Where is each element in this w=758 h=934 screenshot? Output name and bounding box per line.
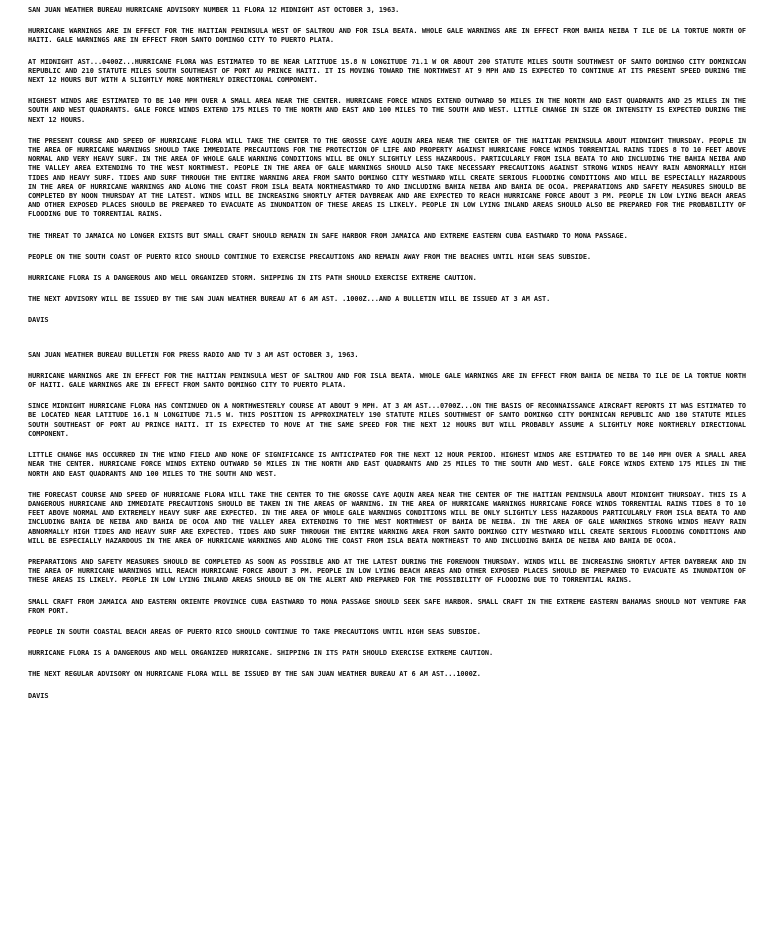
advisory-paragraph: THE NEXT ADVISORY WILL BE ISSUED BY THE SAN JUAN WEATHER BUREAU AT 6 AM AST. .1000Z...AND A BULLETIN WILL BE ISSUED AT 3 AM AST.: [28, 295, 551, 304]
section-divider: [28, 326, 746, 351]
advisory-paragraph: THE PRESENT COURSE AND SPEED OF HURRICANE FLORA WILL TAKE THE CENTER TO THE GROSSE CAYE AQUIN AREA NEAR THE CENTER OF THE HAITIAN PENINSULA ABOUT MIDNIGHT THURSDAY. PEOPLE IN THE AREA OF HURRICANE WARNINGS SHOULD TAKE IMMEDIATE PRECAUTIONS FOR THE PROTECTION OF LIFE AND PROPERTY AGAINST HURRICANE FORCE WINDS TORRENTIAL RAINS TIDES 8 TO 10 FEET ABOVE NORMAL AND VERY HEAVY SURF. IN THE AREA OF WHOLE GALE WARNING CONDITIONS WILL BE ONLY SLIGHTLY LESS HAZARDOUS. PARTICULARLY FROM ISLA BEATA TO AND INCLUDING THE BAHIA NEIBA AND THE VALLEY AREA EXTENDING TO THE WEST NORTHWEST. PEOPLE IN THE AREA OF GALE WARNINGS SHOULD ALSO TAKE NECESSARY PRECAUTIONS AGAINST STRONG WINDS HEAVY RAIN ABNORMALLY HIGH TIDES AND HEAVY SURF. TIDES AND SURF THROUGH THE ENTIRE WARNING AREA FROM SANTO DOMINGO CITY WESTWARD WILL CREATE SERIOUS FLOODING CONDITIONS AND WILL BE ESPECIALLY HAZARDOUS IN THE AREA OF HURRICANE WARNINGS AND ALONG THE COAST FROM ISLA BEATA NORTHEASTWARD TO AND INCLUDING BAHIA NEIBA AND BAHIA DE OCOA. PREPARATIONS AND SAFETY MEASURES SHOULD BE COMPLETED BY NOON THURSDAY AT THE LATEST. WINDS WILL BE INCREASING SHORTLY AFTER DAYBREAK AND ARE EXPECTED TO REACH HURRICANE FORCE ABOUT 3 PM. PEOPLE IN LOW LYING BEACH AREAS AND OTHER EXPOSED PLACES SHOULD BE PREPARED TO EVACUATE AS INUNDATION OF THESE AREAS IS LIKELY. PEOPLE IN LOW LYING INLAND AREAS SHOULD ALSO BE PREPARED FOR THE PROBABILITY OF FLOODING DUE TO TORRENTIAL RAINS.: [28, 136, 746, 219]
advisory-paragraph: THE THREAT TO JAMAICA NO LONGER EXISTS BUT SMALL CRAFT SHOULD REMAIN IN SAFE HARBOR FROM JAMAICA AND EXTREME EASTERN CUBA EASTWARD TO MONA PASSAGE.: [28, 231, 628, 240]
bulletin-paragraph: THE NEXT REGULAR ADVISORY ON HURRICANE FLORA WILL BE ISSUED BY THE SAN JUAN WEATHER BUREAU AT 6 AM AST...1000Z.: [28, 670, 481, 679]
advisory-heading: SAN JUAN WEATHER BUREAU HURRICANE ADVISORY NUMBER 11 FLORA 12 MIDNIGHT AST OCTOBER 3, 1963.: [28, 6, 400, 14]
advisory-section: [28, 6, 746, 326]
bulletin-paragraph: SMALL CRAFT FROM JAMAICA AND EASTERN ORIENTE PROVINCE CUBA EASTWARD TO MONA PASSAGE SHOULD SEEK SAFE HARBOR. SMALL CRAFT IN THE EXTREME EASTERN BAHAMAS SHOULD NOT VENTURE FAR FROM PORT.: [28, 597, 746, 615]
advisory-paragraph: HURRICANE FLORA IS A DANGEROUS AND WELL ORGANIZED STORM. SHIPPING IN ITS PATH SHOULD EXERCISE EXTREME CAUTION.: [28, 274, 477, 283]
bulletin-paragraph: PREPARATIONS AND SAFETY MEASURES SHOULD BE COMPLETED AS SOON AS POSSIBLE AND AT THE LATEST DURING THE FORENOON THURSDAY. WINDS WILL BE INCREASING SHORTLY AFTER DAYBREAK AND IN THE AREA OF HURRICANE WARNINGS WILL REACH HURRICANE FORCE ABOUT 3 PM. PEOPLE IN LOW LYING BEACH AREAS AND OTHER EXPOSED PLACES SHOULD BE PREPARED TO EVACUATE AS INUNDATION OF THESE AREAS IS LIKELY. PEOPLE IN LOW LYING INLAND AREAS SHOULD BE ON THE ALERT AND PREPARED FOR THE POSSIBILITY OF FLOODING DUE TO TORRENTIAL RAINS.: [28, 557, 746, 585]
advisory-signature: DAVIS: [28, 316, 49, 325]
advisory-paragraph: AT MIDNIGHT AST...0400Z...HURRICANE FLORA WAS ESTIMATED TO BE NEAR LATITUDE 15.8 N LONGITUDE 71.1 W OR ABOUT 200 STATUTE MILES SOUTH SOUTHWEST OF SANTO DOMINGO CITY DOMINICAN REPUBLIC AND 210 STATUTE MILES SOUTH SOUTHEAST OF PORT AU PRINCE HAITI. IT IS MOVING TOWARD THE NORTHWEST AT 9 MPH AND IS EXPECTED TO CONTINUE AT ITS PRESENT SPEED DURING THE NEXT 12 HOURS BUT WITH A SLIGHTLY MORE NORTHERLY DIRECTIONAL COMPONENT.: [28, 57, 746, 85]
bulletin-heading: SAN JUAN WEATHER BUREAU BULLETIN FOR PRESS RADIO AND TV 3 AM AST OCTOBER 3, 1963.: [28, 350, 359, 359]
bulletin-paragraph: LITTLE CHANGE HAS OCCURRED IN THE WIND FIELD AND NONE OF SIGNIFICANCE IS ANTICIPATED FOR THE NEXT 12 HOUR PERIOD. HIGHEST WINDS ARE ESTIMATED TO BE 140 MPH OVER A SMALL AREA NEAR THE CENTER. HURRICANE FORCE WINDS EXTEND OUTWARD 50 MILES IN THE NORTH AND EAST QUADRANTS AND 25 MILES TO THE SOUTH AND WEST. GALE FORCE WINDS EXTEND 175 MILES IN THE NORTH AND EAST QUADRANTS AND 100 MILES TO THE SOUTH AND WEST.: [28, 451, 746, 478]
advisory-paragraph: PEOPLE ON THE SOUTH COAST OF PUERTO RICO SHOULD CONTINUE TO EXERCISE PRECAUTIONS AND REMAIN AWAY FROM THE BEACHES UNTIL HIGH SEAS SUBSIDE.: [28, 252, 591, 261]
bulletin-paragraph: THE FORECAST COURSE AND SPEED OF HURRICANE FLORA WILL TAKE THE CENTER TO THE GROSSE CAYE AQUIN AREA NEAR THE CENTER OF THE HAITIAN PENINSULA ABOUT MIDNIGHT THURSDAY. THIS IS A DANGEROUS HURRICANE AND IMMEDIATE PRECAUTIONS SHOULD BE TAKEN IN THE AREAS OF WARNING. IN THE AREA OF HURRICANE WARNINGS HURRICANE FORCE WINDS TORRENTIAL RAINS TIDES 8 TO 10 FEET ABOVE NORMAL AND EXTREMELY HEAVY SURF ARE EXPECTED. IN THE AREA OF WHOLE GALE WARNINGS CONDITIONS WILL BE ONLY SLIGHTLY LESS HAZARDOUS PARTICULARLY FROM ISLA BEATA TO AND INCLUDING BAHIA DE NEIBA AND BAHIA DE OCOA AND THE VALLEY AREA EXTENDING TO THE WEST NORTHWEST OF BAHIA DE NEIBA. IN THE AREA OF GALE WARNINGS STRONG WINDS HEAVY RAIN ABNORMALLY HIGH TIDES AND HEAVY SURF ARE EXPECTED. TIDES AND SURF THROUGH THE ENTIRE WARNING AREA FROM SANTO DOMINGO CITY WESTWARD WILL CREATE SERIOUS FLOODING CONDITIONS AND WILL BE ESPECIALLY HAZARDOUS IN THE AREA OF HURRICANE WARNINGS AND ALONG THE COAST FROM ISLA BEATA NORTHEAST TO AND INCLUDING BAHIA DE NEIBA AND BAHIA DE OCOA.: [28, 490, 746, 545]
bulletin-section: [28, 351, 746, 701]
bulletin-paragraph: HURRICANE WARNINGS ARE IN EFFECT FOR THE HAITIAN PENINSULA WEST OF SALTROU AND FOR ISLA BEATA. WHOLE GALE WARNINGS ARE IN EFFECT FROM BAHIA DE NEIBA TO ILE DE LA TORTUE NORTH OF HAITI. GALE WARNINGS ARE IN EFFECT FROM SANTO DOMINGO CITY TO PUERTO PLATA.: [28, 371, 746, 390]
bulletin-signature: DAVIS: [28, 691, 49, 700]
bulletin-paragraph: PEOPLE IN SOUTH COASTAL BEACH AREAS OF PUERTO RICO SHOULD CONTINUE TO TAKE PRECAUTIONS UNTIL HIGH SEAS SUBSIDE.: [28, 627, 481, 636]
bulletin-paragraph: SINCE MIDNIGHT HURRICANE FLORA HAS CONTINUED ON A NORTHWESTERLY COURSE AT ABOUT 9 MPH. AT 3 AM AST...0700Z...ON THE BASIS OF RECONNAISSANCE AIRCRAFT REPORTS IT WAS ESTIMATED TO BE LOCATED NEAR LATITUDE 16.1 N LONGITUDE 71.5 W. THIS POSITION IS APPROXIMATELY 190 STATUTE MILES SOUTHWEST OF SANTO DOMINGO CITY DOMINICAN REPUBLIC AND 180 STATUTE MILES SOUTH SOUTHEAST OF PORT AU PRINCE HAITI. IT IS EXPECTED TO MOVE AT THE SAME SPEED FOR THE NEXT 12 HOURS BUT WILL PROBABLY ASSUME A SLIGHTLY MORE NORTHERLY DIRECTIONAL COMPONENT.: [28, 402, 746, 438]
advisory-paragraph: HIGHEST WINDS ARE ESTIMATED TO BE 140 MPH OVER A SMALL AREA NEAR THE CENTER. HURRICANE FORCE WINDS EXTEND OUTWARD 50 MILES IN THE NORTH AND EAST QUADRANTS AND 25 MILES IN THE SOUTH AND WEST QUADRANTS. GALE FORCE WINDS EXTEND 175 MILES TO THE NORTH AND EAST AND 100 MILES TO THE SOUTH AND WEST. LITTLE CHANGE IN SIZE OR INTENSITY IS EXPECTED DURING THE NEXT 12 HOURS.: [28, 97, 746, 124]
advisory-paragraph: HURRICANE WARNINGS ARE IN EFFECT FOR THE HAITIAN PENINSULA WEST OF SALTROU AND FOR ISLA BEATA. WHOLE GALE WARNINGS ARE IN EFFECT FROM BAHIA NEIBA T ILE DE LA TORTUE NORTH OF HAITI. GALE WARNINGS ARE IN EFFECT FROM SANTO DOMINGO CITY TO PUERTO PLATA.: [28, 27, 746, 45]
bulletin-paragraph: HURRICANE FLORA IS A DANGEROUS AND WELL ORGANIZED HURRICANE. SHIPPING IN ITS PATH SHOULD EXERCISE EXTREME CAUTION.: [28, 649, 494, 658]
